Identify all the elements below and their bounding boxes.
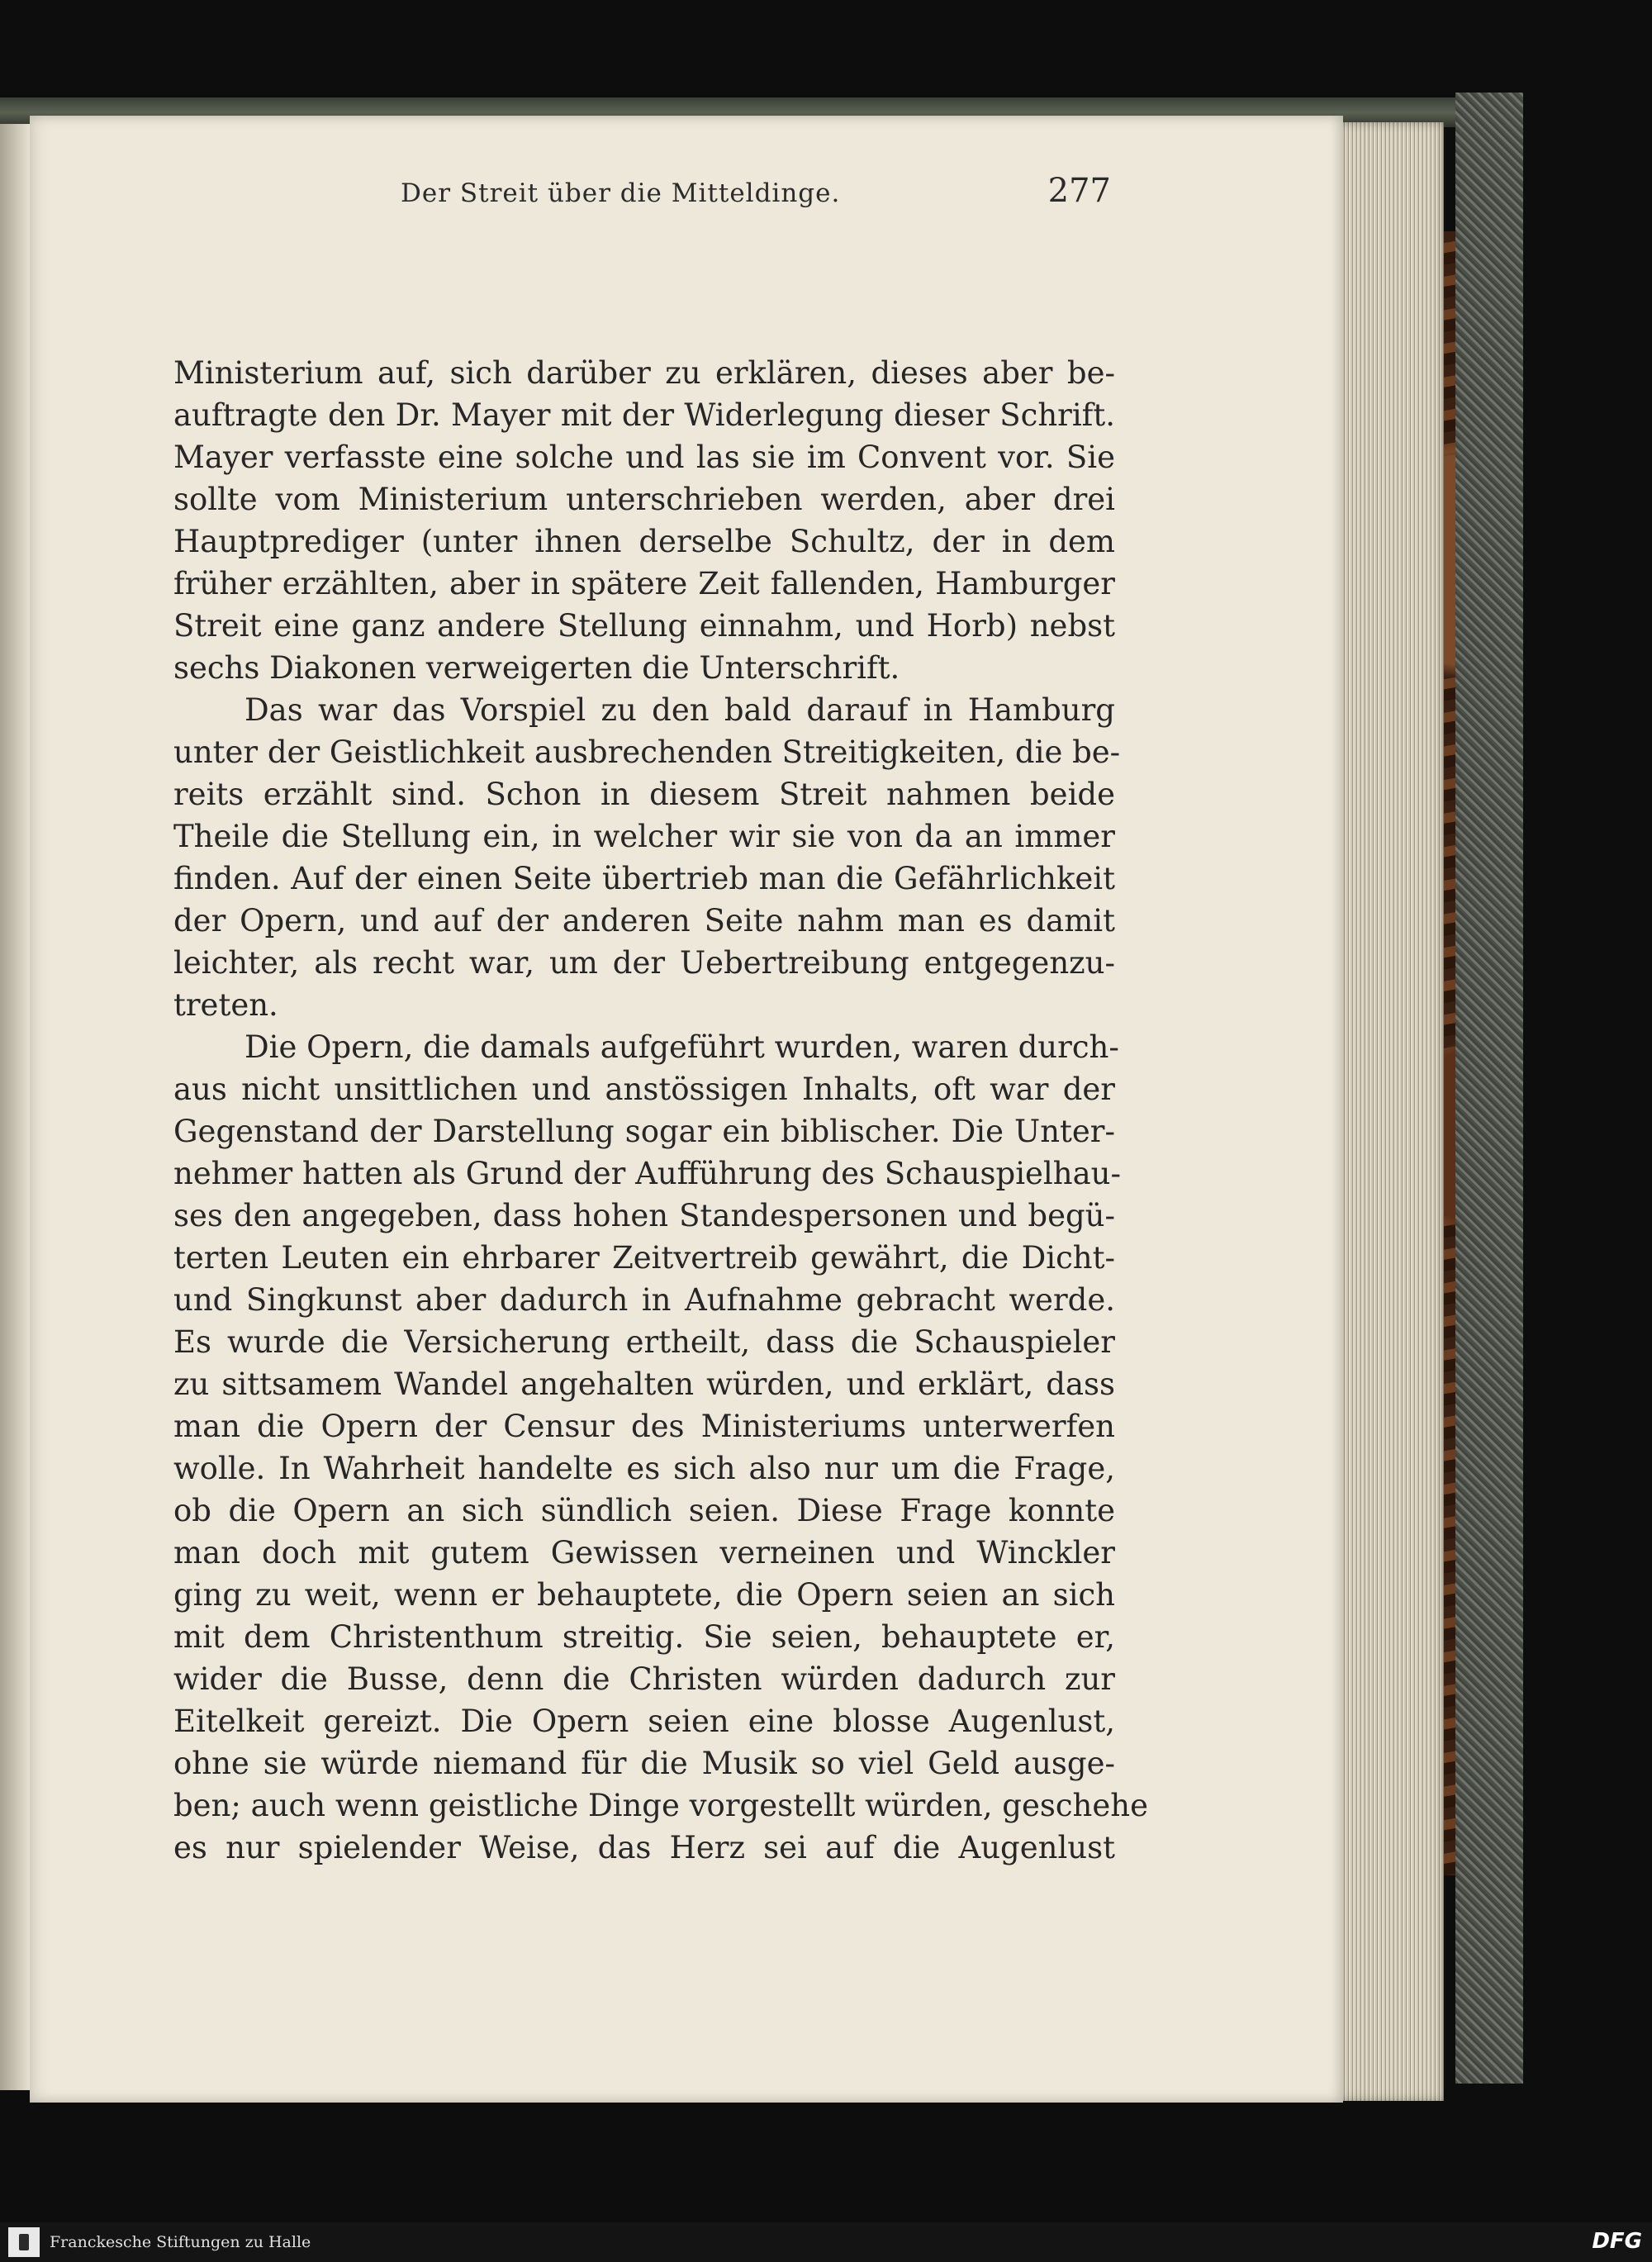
text-line: leichter, als recht war, um der Uebertreibung entgegenzu- [173,945,1115,981]
running-title: Der Streit über die Mitteldinge. [401,178,841,208]
text-line: reits erzählt sind. Schon in diesem Streit nahmen beide [173,777,1115,812]
text-line: wolle. In Wahrheit handelte es sich also nur um die Frage, [173,1451,1115,1486]
text-line: Mayer verfasste eine solche und las sie im Convent vor. Sie [173,440,1115,475]
text-line: früher erzählten, aber in spätere Zeit fallenden, Hamburger [173,566,1115,601]
text-line: terten Leuten ein ehrbarer Zeitvertreib gewährt, die Dicht- [173,1240,1115,1276]
viewer-footer [0,2222,1652,2262]
text-line: man die Opern der Censur des Ministeriums unterwerfen [173,1409,1115,1444]
text-line: und Singkunst aber dadurch in Aufnahme gebracht werde. [173,1282,1115,1318]
text-line: Es wurde die Versicherung ertheilt, dass die Schauspieler [173,1324,1115,1360]
text-line: ben; auch wenn geistliche Dinge vorgestellt würden, geschehe [173,1788,1149,1823]
institution-name: Franckesche Stiftungen zu Halle [50,2233,311,2251]
text-line: sollte vom Ministerium unterschrieben werden, aber drei [173,482,1115,517]
text-line: Eitelkeit gereizt. Die Opern seien eine blosse Augenlust, [173,1704,1115,1739]
text-line: es nur spielender Weise, das Herz sei auf die Augenlust [173,1830,1115,1865]
text-line: zu sittsamem Wandel angehalten würden, und erklärt, dass [173,1366,1115,1402]
text-line: aus nicht unsittlichen und anstössigen Inhalts, oft war der [173,1072,1115,1107]
text-line: mit dem Christenthum streitig. Sie seien, behauptete er, [173,1619,1115,1655]
text-line: nehmer hatten als Grund der Aufführung des Schauspielhau- [173,1156,1121,1191]
running-head [401,172,1111,230]
text-line: finden. Auf der einen Seite übertrieb man die Gefährlichkeit [173,861,1115,896]
text-line: Hauptprediger (unter ihnen derselbe Schultz, der in dem [173,524,1115,559]
text-line: ging zu weit, wenn er behauptete, die Opern seien an sich [173,1577,1115,1613]
text-line: der Opern, und auf der anderen Seite nahm man es damit [173,903,1115,939]
text-line: unter der Geistlichkeit ausbrechenden Streitigkeiten, die be- [173,734,1121,770]
page-number: 277 [1047,172,1111,210]
institution-logo-icon [8,2227,40,2257]
text-line: sechs Diakonen verweigerten die Unterschrift. [173,650,900,686]
text-line: wider die Busse, denn die Christen würden dadurch zur [173,1661,1115,1697]
text-line: Theile die Stellung ein, in welcher wir sie von da an immer [173,819,1115,854]
text-line: auftragte den Dr. Mayer mit der Widerlegung dieser Schrift. [173,397,1115,433]
page-block-edges [1338,122,1444,2101]
text-line: ohne sie würde niemand für die Musik so viel Geld ausge- [173,1746,1115,1781]
text-line: Streit eine ganz andere Stellung einnahm, und Horb) nebst [173,608,1115,644]
text-line: Die Opern, die damals aufgeführt wurden, waren durch- [244,1029,1119,1065]
body-text [173,352,1149,1869]
text-line: man doch mit gutem Gewissen verneinen und Winckler [173,1535,1115,1571]
text-line: Gegenstand der Darstellung sogar ein biblischer. Die Unter- [173,1114,1115,1149]
text-line: Das war das Vorspiel zu den bald darauf in Hamburg [244,692,1115,728]
text-line: ob die Opern an sich sündlich seien. Diese Frage konnte [173,1493,1115,1528]
left-page-edge [0,124,30,2090]
text-line: treten. [173,987,278,1023]
book-cover-spine-edge [1455,93,1523,2084]
text-line: Ministerium auf, sich darüber zu erklären, dieses aber be- [173,355,1115,391]
dfg-logo: DFG [1592,2229,1642,2254]
text-line: ses den angegeben, dass hohen Standespersonen und begü- [173,1198,1115,1233]
